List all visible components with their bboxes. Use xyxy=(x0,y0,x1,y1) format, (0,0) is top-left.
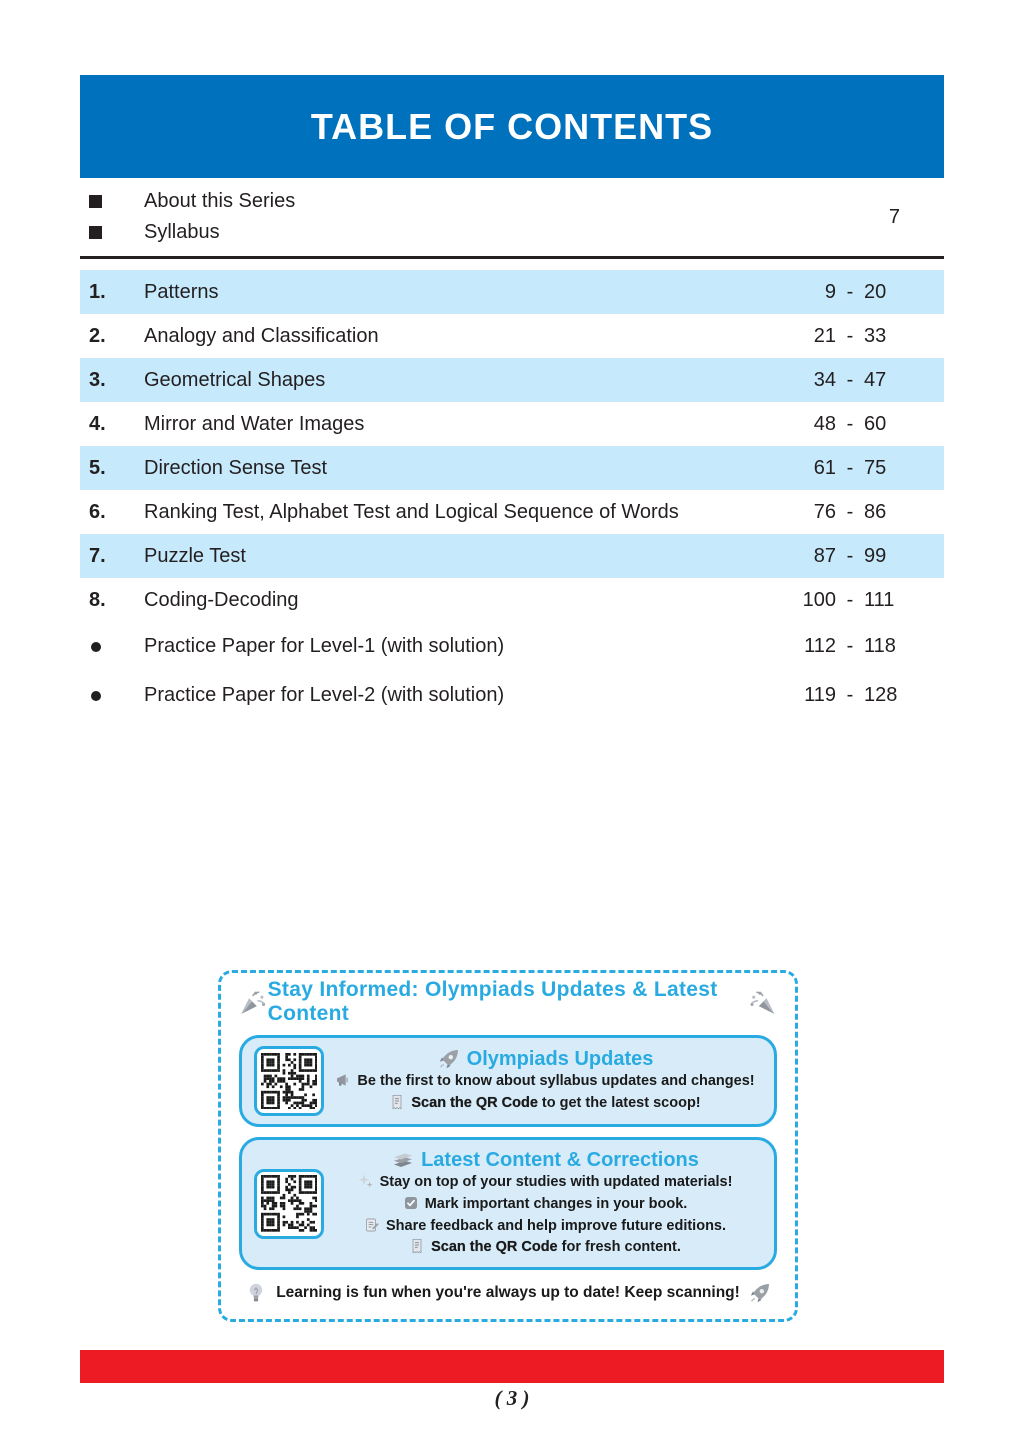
chapter-title: Practice Paper for Level-1 (with solution) xyxy=(144,635,505,657)
rocket-icon xyxy=(748,1281,772,1305)
page-range: 61 - 75 xyxy=(813,456,887,479)
chapter-number: 4. xyxy=(89,412,106,435)
toc-row xyxy=(80,358,944,402)
chapter-number: 7. xyxy=(89,544,106,567)
page-range: 100 - 111 xyxy=(802,588,895,611)
toc-row xyxy=(80,314,944,358)
chapter-title: Mirror and Water Images xyxy=(144,412,365,435)
toc-row xyxy=(80,534,944,578)
front-matter-item xyxy=(80,186,889,217)
light-bulb-icon xyxy=(244,1281,268,1305)
toc-row xyxy=(80,578,944,622)
chapter-number: 5. xyxy=(89,456,106,479)
round-bullet-icon xyxy=(91,642,101,652)
chapter-title: Direction Sense Test xyxy=(144,456,328,479)
card-line: Share feedback and help improve future editions. xyxy=(330,1216,760,1238)
toc-row xyxy=(80,671,944,720)
chapter-number: 1. xyxy=(89,280,106,303)
latest-content-card xyxy=(239,1137,777,1270)
qr-code xyxy=(254,1169,324,1239)
party-popper-icon xyxy=(748,986,777,1018)
sparkles-icon xyxy=(358,1173,374,1189)
front-item-label: About this Series xyxy=(144,190,296,212)
qr-code xyxy=(254,1046,324,1116)
card-heading-text: Olympiads Updates xyxy=(466,1047,654,1070)
chapter-number: 8. xyxy=(89,588,106,611)
stay-informed-title: Stay Informed: Olympiads Updates & Latest Content xyxy=(267,978,718,1025)
square-bullet-icon xyxy=(89,226,102,239)
stay-informed-footer: Learning is fun when you're always up to date! Keep scanning! xyxy=(239,1281,777,1305)
chapter-number: 2. xyxy=(89,324,106,347)
chapter-title: Geometrical Shapes xyxy=(144,368,326,391)
toc-row xyxy=(80,270,944,314)
page-range: 112 - 118 xyxy=(804,635,896,657)
round-bullet-icon xyxy=(91,691,101,701)
toc-row xyxy=(80,402,944,446)
front-matter-item xyxy=(80,217,889,248)
receipt-icon xyxy=(389,1094,405,1110)
chapter-title: Ranking Test, Alphabet Test and Logical Sequence of Words xyxy=(144,500,679,523)
toc-row xyxy=(80,446,944,490)
chapter-title: Coding-Decoding xyxy=(144,588,299,611)
page-range: 76 - 86 xyxy=(813,500,887,523)
front-item-label: Syllabus xyxy=(144,221,220,243)
page-range: 87 - 99 xyxy=(813,544,887,567)
check-box-icon xyxy=(403,1195,419,1211)
olympiads-updates-card xyxy=(239,1035,777,1127)
card-line: Scan the QR Code for fresh content. xyxy=(330,1237,760,1259)
card-line: Scan the QR Code to get the latest scoop! xyxy=(330,1093,760,1115)
chapter-title: Practice Paper for Level-2 (with solution) xyxy=(144,684,505,706)
chapter-number: 3. xyxy=(89,368,106,391)
toc-row xyxy=(80,490,944,534)
rocket-icon xyxy=(437,1047,461,1071)
receipt-icon xyxy=(409,1238,425,1254)
front-matter-page-number: 7 xyxy=(888,205,900,228)
page-range: 48 - 60 xyxy=(813,412,887,435)
page-range: 21 - 33 xyxy=(813,324,887,347)
page-range: 119 - 128 xyxy=(804,684,898,706)
stay-informed-box xyxy=(218,970,798,1322)
page-title: TABLE OF CONTENTS xyxy=(310,105,714,147)
party-popper-icon xyxy=(239,986,268,1018)
card-line: Mark important changes in your book. xyxy=(330,1194,760,1216)
page-range: 9 - 20 xyxy=(824,280,887,303)
memo-icon xyxy=(364,1217,380,1233)
front-matter xyxy=(80,178,944,252)
chapter-number: 6. xyxy=(89,500,106,523)
megaphone-icon xyxy=(335,1072,351,1088)
bottom-red-bar xyxy=(80,1350,944,1383)
page-number: ( 3 ) xyxy=(494,1386,530,1410)
card-line: Be the first to know about syllabus updates and changes! xyxy=(330,1071,760,1093)
toc-list xyxy=(80,270,944,720)
chapter-title: Puzzle Test xyxy=(144,544,246,567)
chapter-title: Analogy and Classification xyxy=(144,324,379,347)
toc-header-bar xyxy=(80,75,944,178)
card-line: Stay on top of your studies with updated materials! xyxy=(330,1172,760,1194)
card-heading-text: Latest Content & Corrections xyxy=(421,1148,699,1171)
books-icon xyxy=(391,1148,415,1172)
square-bullet-icon xyxy=(89,195,102,208)
page-range: 34 - 47 xyxy=(813,368,887,391)
divider xyxy=(80,256,944,259)
chapter-title: Patterns xyxy=(144,280,219,303)
toc-row xyxy=(80,622,944,671)
